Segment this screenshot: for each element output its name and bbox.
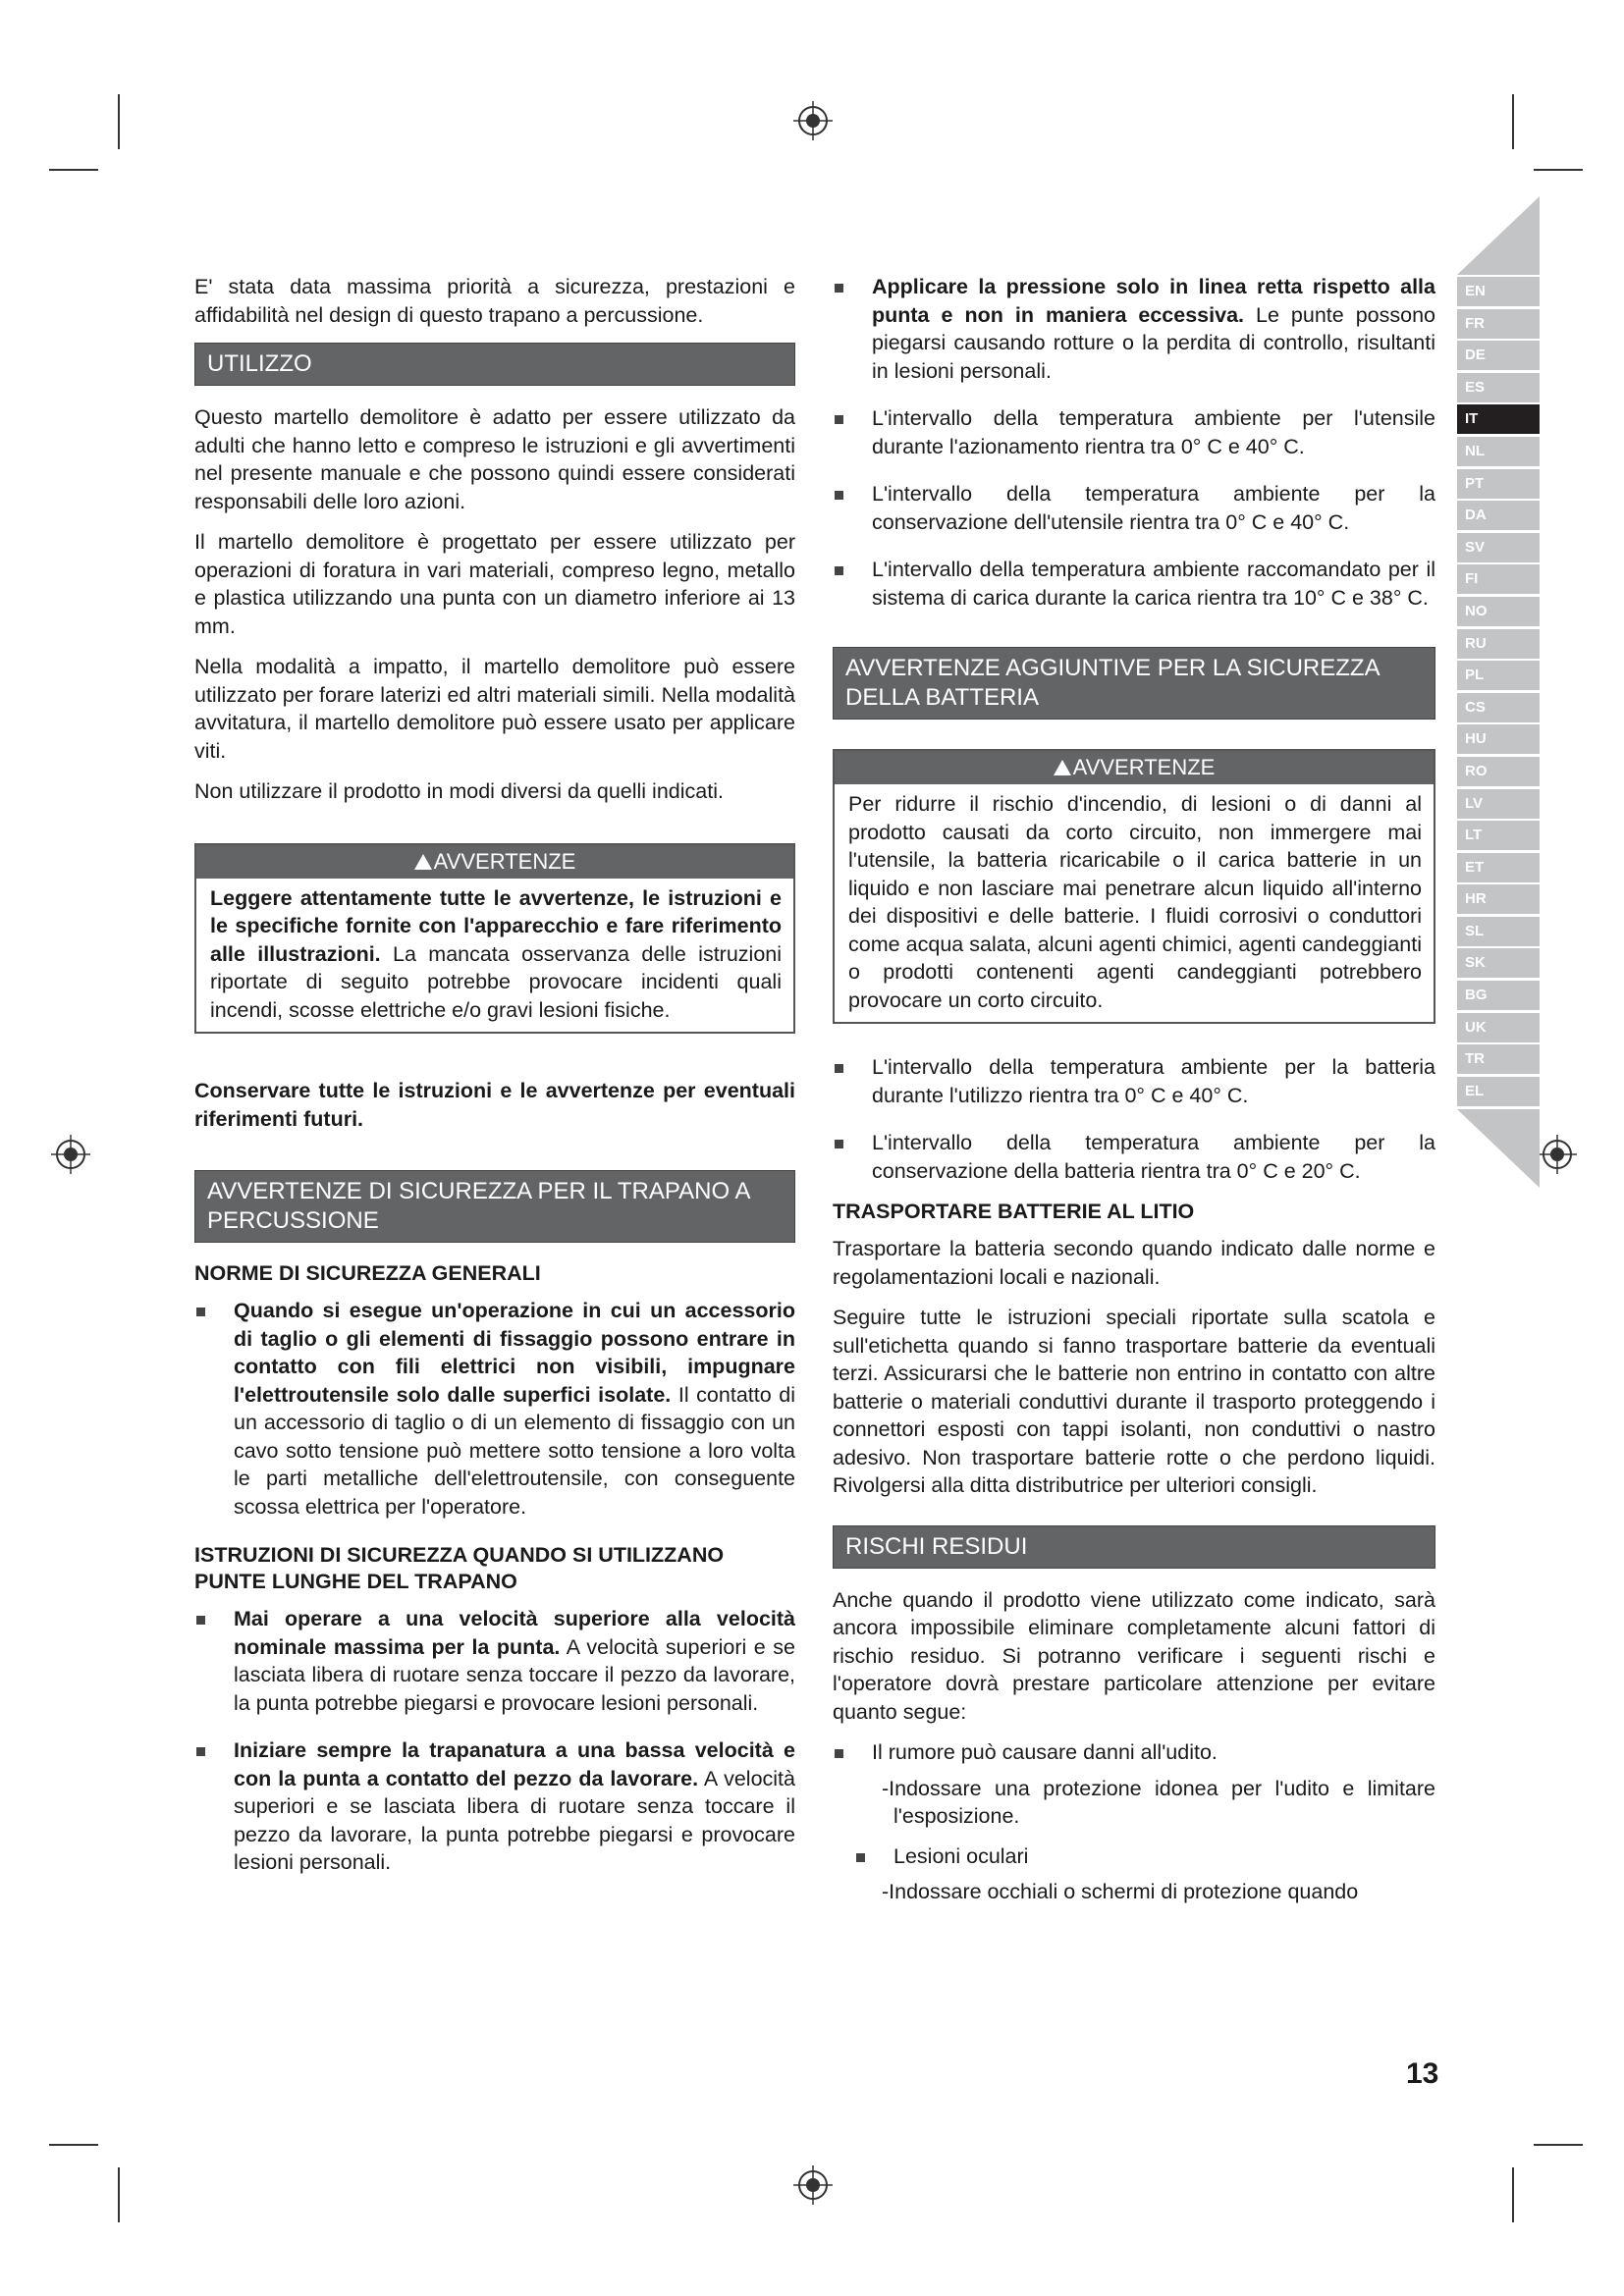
- language-tab-lv[interactable]: LV: [1457, 789, 1540, 819]
- rischi-list: [833, 1842, 1435, 1871]
- section-header-battery: AVVERTENZE AGGIUNTIVE PER LA SICUREZZA DELLA BATTERIA: [833, 647, 1435, 720]
- language-tab-es[interactable]: ES: [1457, 373, 1540, 402]
- language-tab-fi[interactable]: FI: [1457, 564, 1540, 594]
- rischi-paragraph: Anche quando il prodotto viene utilizzato come indicato, sarà ancora impossibile eliminare completamente alcuni fattori di rischio residuo. Si potranno verificare i seguenti rischi e l'operatore dovrà prestare particolare attenzione per evitare quanto segue:: [833, 1587, 1435, 1724]
- crop-mark: [1534, 2144, 1583, 2146]
- language-tab-uk[interactable]: UK: [1457, 1013, 1540, 1042]
- warning-text: La mancata osservanza delle istruzioni riportate di seguito potrebbe provocare incidenti quali incendi, scosse elettriche e/o gravi lesioni fisiche.: [210, 941, 783, 1022]
- utilizzo-paragraph: Nella modalità a impatto, il martello demolitore può essere utilizzato per forare laterizi ed altri materiali simili. Nella modalità avvitatura, il martello demolitore può essere usato per applicare viti.: [194, 655, 795, 763]
- square-bullet-icon: [835, 491, 843, 500]
- page-number: 13: [1406, 2057, 1439, 2090]
- square-bullet-icon: [835, 566, 843, 575]
- square-bullet-icon: [835, 1064, 843, 1073]
- utilizzo-paragraph: Il martello demolitore è progettato per essere utilizzato per operazioni di foratura in vari materiali, compreso legno, metallo e plastica utilizzando una punta con un diametro inferiore ai 13 mm.: [194, 530, 795, 638]
- rischi-list: [833, 1738, 1435, 1767]
- warning-title: AVVERTENZE: [835, 751, 1434, 784]
- crop-mark: [1512, 2167, 1514, 2222]
- language-tab-tr[interactable]: TR: [1457, 1044, 1540, 1074]
- intro-paragraph: E' stata data massima priorità a sicurezza, prestazioni e affidabilità nel design di questo trapano a percussione.: [194, 275, 795, 327]
- square-bullet-icon: [856, 1853, 865, 1862]
- trasporto-paragraph: Seguire tutte le istruzioni speciali riportate sulla scatola e sull'etichetta quando si fanno trasportare batterie da eventuali terzi. Assicurarsi che le batterie non entrino in contatto con altre batterie o materiali conduttivi durante il trasporto proteggendo i connettori esposti con tappi isolanti, non conduttivi o nastro adesivo. Non trasportare batterie rotte o che perdono liquidi. Rivolgersi alla ditta distributrice per ulteriori consigli.: [833, 1306, 1435, 1497]
- language-tab-et[interactable]: ET: [1457, 853, 1540, 882]
- square-bullet-icon: [835, 1140, 843, 1148]
- registration-mark-icon: [793, 2165, 833, 2205]
- left-column: [194, 273, 795, 1891]
- language-tab-cs[interactable]: CS: [1457, 693, 1540, 722]
- list-item: Applicare la pressione solo in linea retta rispetto alla punta e non in maniera eccessiva. Le punte possono piegarsi causando rotture o la perdita di controllo, risultanti in lesioni personali.: [833, 273, 1435, 385]
- crop-mark: [1534, 169, 1583, 171]
- rischi-dash-item: -Indossare occhiali o schermi di protezione quando: [882, 1880, 1359, 1903]
- language-tab-no[interactable]: NO: [1457, 597, 1540, 626]
- registration-mark-icon: [51, 1135, 90, 1174]
- conserve-note: Conservare tutte le istruzioni e le avvertenze per eventuali riferimenti futuri.: [194, 1079, 795, 1131]
- square-bullet-icon: [835, 1749, 843, 1758]
- language-tab-pt[interactable]: PT: [1457, 469, 1540, 499]
- subheading-trasporto: TRASPORTARE BATTERIE AL LITIO: [833, 1200, 1195, 1223]
- right-bullets-top: [833, 273, 1435, 612]
- language-tab-en[interactable]: EN: [1457, 277, 1540, 306]
- language-tab-bg[interactable]: BG: [1457, 981, 1540, 1010]
- section-header-safety: AVVERTENZE DI SICUREZZA PER IL TRAPANO A PERCUSSIONE: [194, 1170, 795, 1243]
- crop-mark: [118, 94, 120, 149]
- crop-mark: [1512, 94, 1514, 149]
- punte-list: [194, 1605, 795, 1877]
- language-tab-el[interactable]: EL: [1457, 1077, 1540, 1106]
- list-item: Quando si esegue un'operazione in cui un accessorio di taglio o gli elementi di fissaggio possono entrare in contatto con fili elettrici non visibili, impugnare l'elettroutensile solo dalle superfici isolate. Il contatto di un accessorio di taglio o di un elemento di fissaggio con un cavo sotto tensione può mettere sotto tensione a loro volta le parti metalliche dell'elettroutensile, con conseguente scossa elettrica per l'operatore.: [194, 1297, 795, 1521]
- warning-triangle-icon: [1054, 760, 1071, 775]
- warning-body: Per ridurre il rischio d'incendio, di lesioni o di danni al prodotto causati da corto circuito, non immergere mai l'utensile, la batteria ricaricabile o il carica batterie in un liquido e non lasciare mai penetrare alcun liquido all'interno dei dispositivi e delle batterie. I fluidi corrosivi o conduttori come acqua salata, alcuni agenti chimici, agenti candeggianti o prodotti contenenti agenti candeggianti potrebbero provocare un corto circuito.: [848, 792, 1422, 1012]
- square-bullet-icon: [835, 284, 843, 293]
- utilizzo-paragraph: Non utilizzare il prodotto in modi diversi da quelli indicati.: [194, 779, 724, 803]
- language-tabs: [1457, 277, 1540, 1108]
- subheading-punte: ISTRUZIONI DI SICUREZZA QUANDO SI UTILIZZANO PUNTE LUNGHE DEL TRAPANO: [194, 1543, 725, 1593]
- language-tab-sl[interactable]: SL: [1457, 917, 1540, 946]
- language-tab-nl[interactable]: NL: [1457, 437, 1540, 466]
- warning-title: AVVERTENZE: [196, 845, 793, 879]
- utilizzo-paragraph: Questo martello demolitore è adatto per essere utilizzato da adulti che hanno letto e compreso le istruzioni e gli avvertimenti nel presente manuale e che possono quindi essere considerati responsabili delle loro azioni.: [194, 405, 795, 513]
- list-item: L'intervallo della temperatura ambiente per la conservazione della batteria rientra tra 0° C e 20° C.: [833, 1129, 1435, 1185]
- registration-mark-icon: [793, 101, 833, 140]
- tab-strip-bottom-decoration: [1457, 1109, 1540, 1188]
- crop-mark: [118, 2167, 120, 2222]
- rischi-dash-item: -Indossare una protezione idonea per l'udito e limitare l'esposizione.: [882, 1776, 1435, 1828]
- list-item: Mai operare a una velocità superiore alla velocità nominale massima per la punta. A velocità superiori e se lasciata libera di ruotare senza toccare il pezzo da lavorare, la punta potrebbe piegarsi e provocare lesioni personali.: [194, 1605, 795, 1717]
- language-tab-hu[interactable]: HU: [1457, 724, 1540, 754]
- language-tab-lt[interactable]: LT: [1457, 821, 1540, 850]
- language-tab-it[interactable]: IT: [1457, 404, 1540, 434]
- crop-mark: [49, 2144, 98, 2146]
- language-tab-fr[interactable]: FR: [1457, 309, 1540, 339]
- language-tab-ro[interactable]: RO: [1457, 757, 1540, 786]
- language-tab-de[interactable]: DE: [1457, 341, 1540, 370]
- warning-triangle-icon: [414, 854, 432, 870]
- warning-body: [196, 879, 793, 1033]
- list-item: L'intervallo della temperatura ambiente per la batteria durante l'utilizzo rientra tra 0° C e 40° C.: [833, 1053, 1435, 1109]
- language-tab-ru[interactable]: RU: [1457, 629, 1540, 659]
- trasporto-paragraph: Trasportare la batteria secondo quando indicato dalle norme e regolamentazioni locali e nazionali.: [833, 1237, 1435, 1289]
- warning-box: [833, 749, 1435, 1024]
- warning-bold-text: Leggere attentamente tutte le avvertenze, le istruzioni e le specifiche fornite con l'apparecchio e fare riferimento alle illustrazioni.: [210, 885, 782, 966]
- section-header-rischi: RISCHI RESIDUI: [833, 1525, 1435, 1569]
- tab-strip-top-decoration: [1457, 196, 1540, 275]
- list-item: L'intervallo della temperatura ambiente per l'utensile durante l'azionamento rientra tra 0° C e 40° C.: [833, 404, 1435, 460]
- language-tab-sv[interactable]: SV: [1457, 533, 1540, 562]
- square-bullet-icon: [196, 1616, 205, 1625]
- section-header-utilizzo: UTILIZZO: [194, 343, 795, 386]
- language-tab-sk[interactable]: SK: [1457, 948, 1540, 978]
- subheading-norme: NORME DI SICUREZZA GENERALI: [194, 1261, 541, 1285]
- list-item: Il rumore può causare danni all'udito.: [833, 1738, 1435, 1767]
- list-item: L'intervallo della temperatura ambiente raccomandato per il sistema di carica durante la carica rientra tra 10° C e 38° C.: [833, 556, 1435, 612]
- crop-mark: [49, 169, 98, 171]
- language-tab-da[interactable]: DA: [1457, 501, 1540, 530]
- right-bullets-battery: [833, 1053, 1435, 1185]
- language-tab-pl[interactable]: PL: [1457, 661, 1540, 690]
- square-bullet-icon: [196, 1747, 205, 1756]
- square-bullet-icon: [835, 415, 843, 424]
- list-item: Lesioni oculari: [833, 1842, 1435, 1871]
- square-bullet-icon: [196, 1308, 205, 1316]
- list-item: Iniziare sempre la trapanatura a una bassa velocità e con la punta a contatto del pezzo da lavorare. A velocità superiori e se lasciata libera di ruotare senza toccare il pezzo da lavorare, la punta potrebbe piegarsi e provocare lesioni personali.: [194, 1736, 795, 1877]
- warning-box: [194, 843, 795, 1035]
- norme-list: [194, 1297, 795, 1521]
- registration-mark-icon: [1538, 1135, 1577, 1174]
- language-tab-hr[interactable]: HR: [1457, 884, 1540, 914]
- list-item: L'intervallo della temperatura ambiente per la conservazione dell'utensile rientra tra 0° C e 40° C.: [833, 480, 1435, 536]
- right-column: [833, 273, 1435, 1918]
